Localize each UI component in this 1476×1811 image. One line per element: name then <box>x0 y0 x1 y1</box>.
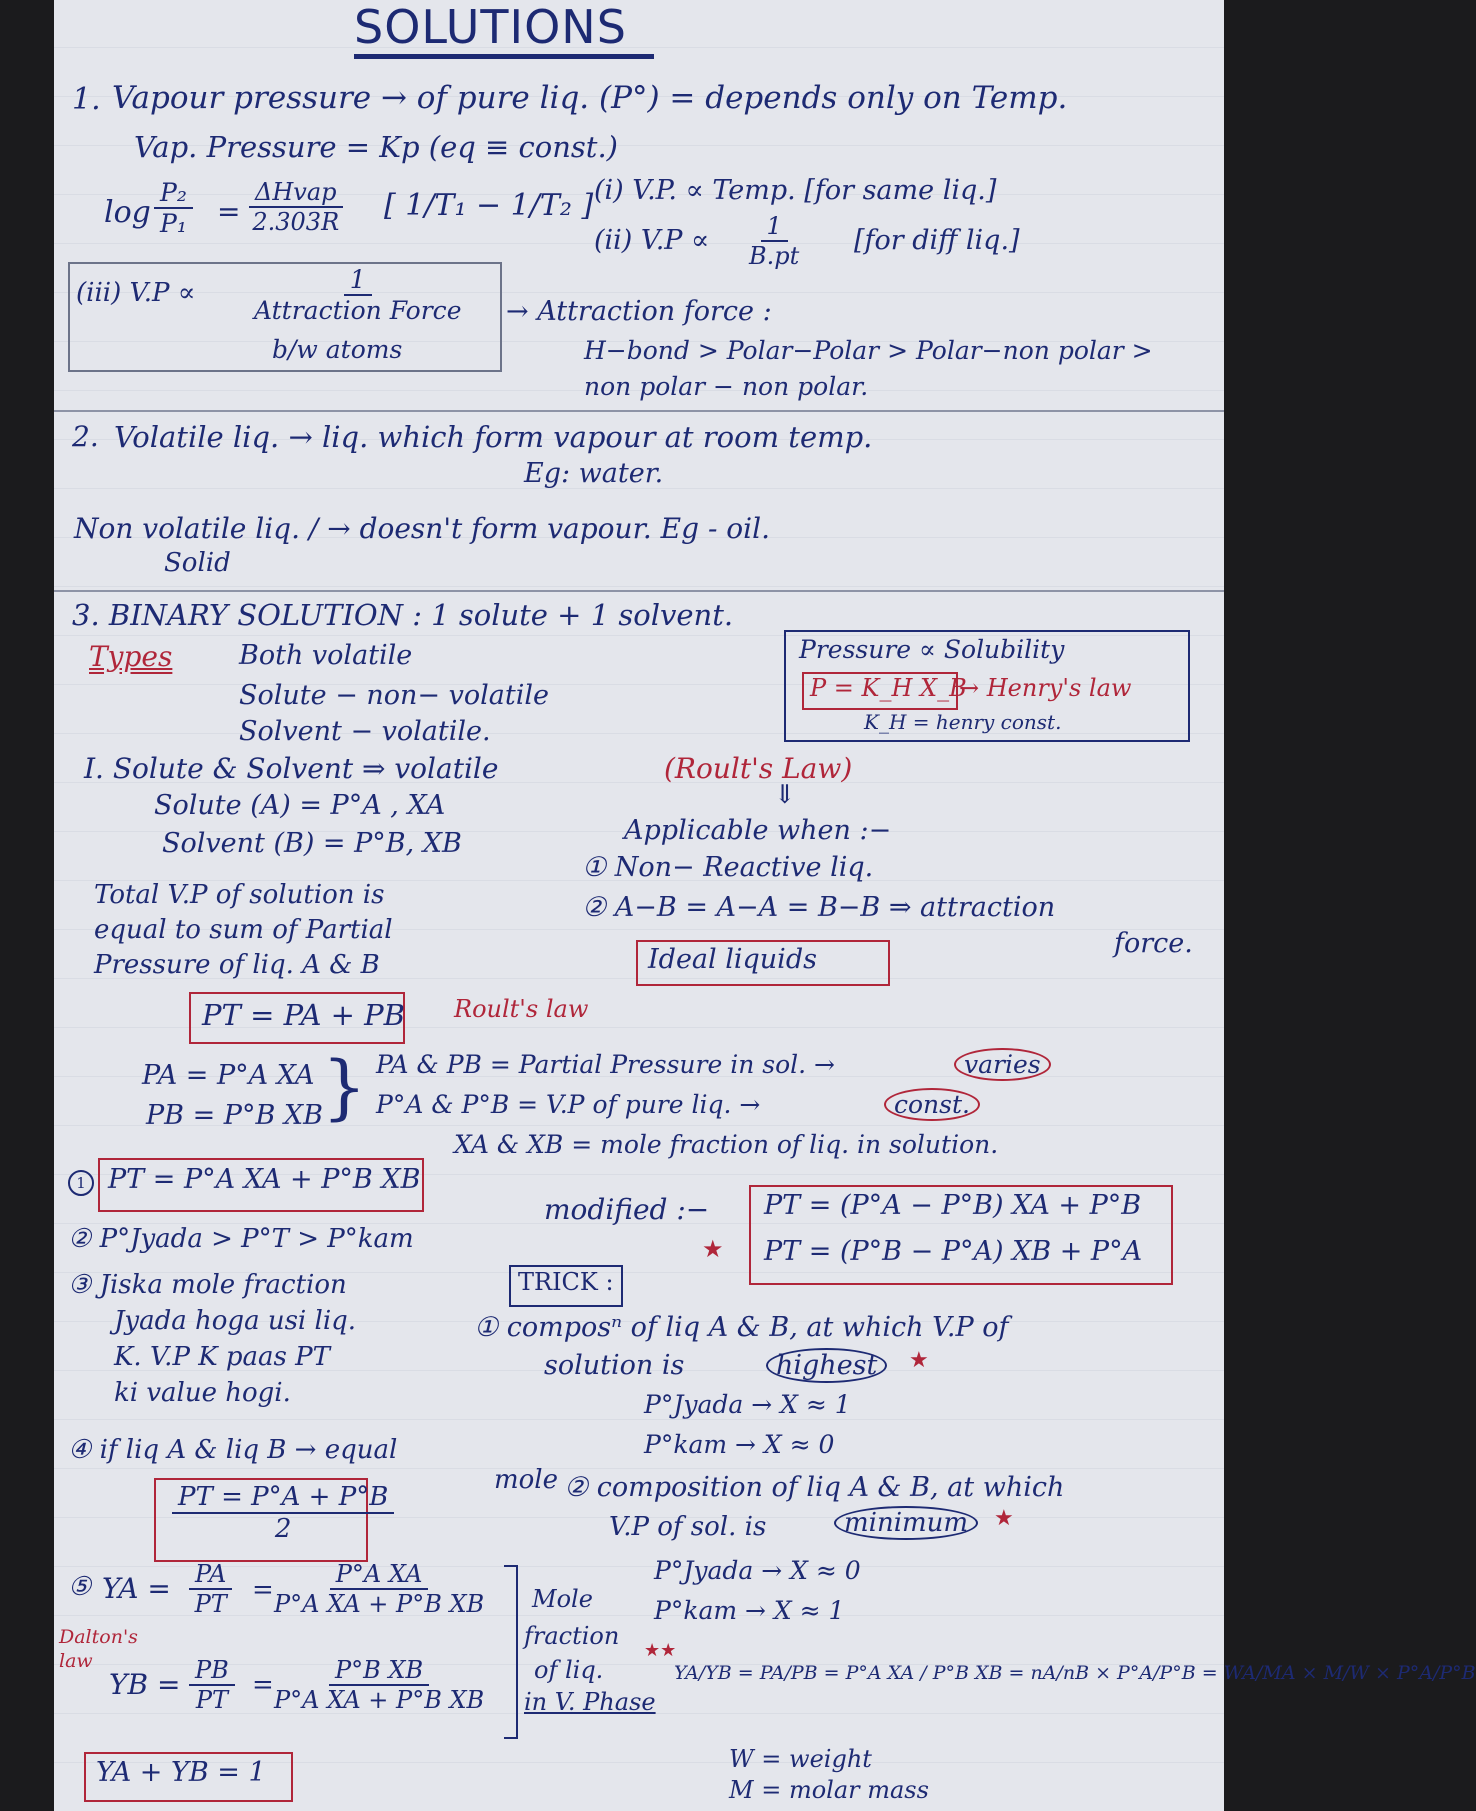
solute-line: Solute (A) = P°A , XA <box>154 790 446 821</box>
s1-rule-ii-a: (ii) V.P ∝ <box>594 225 710 256</box>
star-icon-2: ★ <box>909 1348 929 1373</box>
star-icon-4: ★★ <box>644 1640 677 1661</box>
trick1-b: solution is <box>544 1350 685 1381</box>
applicable-title: Applicable when :− <box>624 815 892 846</box>
ya-f2-num: P°A XA <box>330 1560 429 1590</box>
henry-const: K_H = henry const. <box>864 710 1062 734</box>
p4-fraction <box>172 1482 394 1544</box>
type-2: Solute − non− volatile <box>239 680 549 711</box>
bpt-den: B.pt <box>749 242 800 270</box>
s1-rule-iii-a: (iii) V.P ∝ <box>76 278 196 308</box>
attr-num: 1 <box>344 265 372 296</box>
trick1-a: ① composⁿ of liq A & B, at which V.P of <box>474 1312 1009 1343</box>
solvent-line: Solvent (B) = P°B, XB <box>162 828 462 859</box>
attraction-fraction <box>254 265 461 325</box>
point-3-c: K. V.P K paas PT <box>114 1342 330 1372</box>
ideal-liquids: Ideal liquids <box>648 944 817 975</box>
ya-f1-den: PT <box>194 1590 227 1618</box>
henry-title: Pressure ∝ Solubility <box>799 635 1065 664</box>
type-1: Both volatile <box>239 640 413 671</box>
af-title: → Attraction force : <box>506 296 772 327</box>
p2-over-p1 <box>154 178 193 238</box>
af-order-2: non polar − non polar. <box>584 372 869 401</box>
s2-number: 2. <box>72 420 99 453</box>
star-icon: ★ <box>702 1235 724 1263</box>
case-I: I. Solute & Solvent ⇒ volatile <box>84 752 499 785</box>
point-3-a: ③ Jiska mole fraction <box>68 1270 347 1300</box>
raoult-tag: (Roult's Law) <box>664 752 853 785</box>
yb-f2-num: P°B XB <box>329 1656 429 1686</box>
ya-f1-num: PA <box>189 1560 232 1590</box>
applicable-2: ② A−B = A−A = B−B ⇒ attraction <box>582 892 1056 923</box>
s1-rule-iii-c: b/w atoms <box>272 335 403 364</box>
pp-3: XA & XB = mole fraction of liq. in solution. <box>454 1130 999 1159</box>
roults-law-label: Roult's law <box>454 995 589 1023</box>
equals-sign-2: = <box>252 1575 274 1605</box>
s2-line1: Volatile liq. → liq. which form vapour at room temp. <box>114 420 873 454</box>
trick1-d: P°kam → X ≈ 0 <box>644 1430 835 1459</box>
trick2-c: P°Jyada → X ≈ 0 <box>654 1556 861 1585</box>
s2-line2: Eg: water. <box>524 458 664 489</box>
notes-page <box>54 0 1476 1811</box>
yb-label: YB = <box>109 1668 181 1701</box>
point-4-a: ④ if liq A & liq B → equal <box>68 1435 398 1465</box>
bpt-num: 1 <box>761 212 788 242</box>
type-3: Solvent − volatile. <box>239 716 491 747</box>
pt-eq: PT = PA + PB <box>202 998 405 1032</box>
ya-frac2 <box>274 1560 484 1618</box>
s1-line1: Vapour pressure → of pure liq. (P°) = depends only on Temp. <box>112 80 1068 116</box>
star-icon-3: ★ <box>994 1506 1014 1531</box>
bpt-fraction <box>749 212 799 270</box>
s2-line4: Solid <box>164 548 231 578</box>
trick1-c: P°Jyada → X ≈ 1 <box>644 1390 851 1419</box>
ya-label: YA = <box>102 1572 171 1605</box>
yb-frac1 <box>189 1656 235 1714</box>
total-2: equal to sum of Partial <box>94 915 393 945</box>
yb-f1-den: PT <box>195 1686 228 1714</box>
r-label: 2.303R <box>252 208 340 236</box>
ratio-eq: YA/YB = PA/PB = P°A XA / P°B XB = nA/nB × P°A/P°B = WA/MA × M/W × P°A/P°B <box>674 1662 1476 1684</box>
brace: } <box>322 1046 367 1128</box>
point-2: ② P°Jyada > P°T > P°kam <box>68 1224 414 1254</box>
down-arrow: ⇓ <box>774 780 796 810</box>
henry-law: → Henry's law <box>959 674 1132 702</box>
mole-3: of liq. <box>534 1656 604 1684</box>
divider-2 <box>54 590 1224 592</box>
p1-label: P₁ <box>160 209 187 238</box>
daltons-law: Dalton's law <box>59 1626 138 1672</box>
pa-eq: PA = P°A XA <box>142 1060 315 1091</box>
p4-num: PT = P°A + P°B <box>172 1482 394 1514</box>
pp-1: PA & PB = Partial Pressure in sol. → <box>376 1050 835 1079</box>
title-underline <box>354 54 654 59</box>
trick2-d: P°kam → X ≈ 1 <box>654 1596 845 1625</box>
point-4-b: mole <box>494 1465 559 1495</box>
s3-heading: 3. BINARY SOLUTION : 1 solute + 1 solvent. <box>72 598 734 632</box>
trick2-a: ② composition of liq A & B, at which <box>564 1472 1065 1503</box>
types-label: Types <box>89 640 173 673</box>
yb-f2-den: P°A XA + P°B XB <box>274 1686 485 1714</box>
sum-eq: YA + YB = 1 <box>96 1757 266 1788</box>
yb-frac2 <box>274 1656 484 1714</box>
s1-number: 1. <box>72 82 101 117</box>
s2-line3: Non volatile liq. / → doesn't form vapour. Eg - oil. <box>74 512 770 545</box>
applicable-1: ① Non− Reactive liq. <box>582 852 874 883</box>
ya-f2-den: P°A XA + P°B XB <box>274 1590 485 1618</box>
modified-label: modified :− <box>544 1193 710 1226</box>
log-text: log <box>104 195 151 230</box>
mod-eq2: PT = (P°B − P°A) XB + P°A <box>764 1236 1143 1267</box>
divider-1 <box>54 410 1224 412</box>
total-1: Total V.P of solution is <box>94 880 385 910</box>
highest: highest <box>766 1348 887 1383</box>
applicable-2b: force. <box>1114 928 1193 959</box>
trick-label: TRICK : <box>518 1268 614 1296</box>
henry-eq: P = K_H X_B <box>810 674 967 702</box>
s1-rule-i: (i) V.P. ∝ Temp. [for same liq.] <box>594 175 997 206</box>
s1-line2: Vap. Pressure = Kp (eq ≡ const.) <box>134 130 618 164</box>
mole-4: in V. Phase <box>524 1688 656 1716</box>
mole-bracket <box>504 1565 518 1739</box>
const: const. <box>884 1088 980 1121</box>
p2-label: P₂ <box>154 178 193 209</box>
trick2-b: V.P of sol. is <box>609 1512 767 1542</box>
mole-2: fraction <box>524 1622 620 1650</box>
point-3-b: Jyada hoga usi liq. <box>114 1306 357 1336</box>
dh-over-r <box>249 178 343 236</box>
point-5: ⑤ <box>68 1572 92 1602</box>
varies: varies <box>954 1048 1051 1081</box>
mole-1: Mole <box>532 1585 593 1613</box>
circle-1: 1 <box>68 1170 94 1196</box>
dh-label: ΔHvap <box>249 178 343 208</box>
equals-sign: = <box>217 195 241 228</box>
attr-den: Attraction Force <box>254 296 462 325</box>
w-def: W = weight <box>729 1745 872 1773</box>
equals-sign-3: = <box>252 1670 274 1700</box>
s1-rule-ii-b: [for diff liq.] <box>854 225 1020 256</box>
pb-eq: PB = P°B XB <box>146 1100 323 1131</box>
p4-den: 2 <box>274 1514 292 1544</box>
mod-eq1: PT = (P°A − P°B) XA + P°B <box>764 1190 1142 1221</box>
yb-f1-num: PB <box>189 1656 235 1686</box>
minimum: minimum <box>834 1506 978 1540</box>
temp-bracket: [ 1/T₁ − 1/T₂ ] <box>384 188 594 223</box>
af-order-1: H−bond > Polar−Polar > Polar−non polar > <box>584 336 1153 365</box>
ya-frac1 <box>189 1560 232 1618</box>
pp-2: P°A & P°B = V.P of pure liq. → <box>376 1090 761 1119</box>
point-3-d: ki value hogi. <box>114 1378 291 1408</box>
page-title: SOLUTIONS <box>354 0 627 54</box>
m-def: M = molar mass <box>729 1776 929 1804</box>
total-3: Pressure of liq. A & B <box>94 950 380 980</box>
eq1: PT = P°A XA + P°B XB <box>108 1164 421 1195</box>
